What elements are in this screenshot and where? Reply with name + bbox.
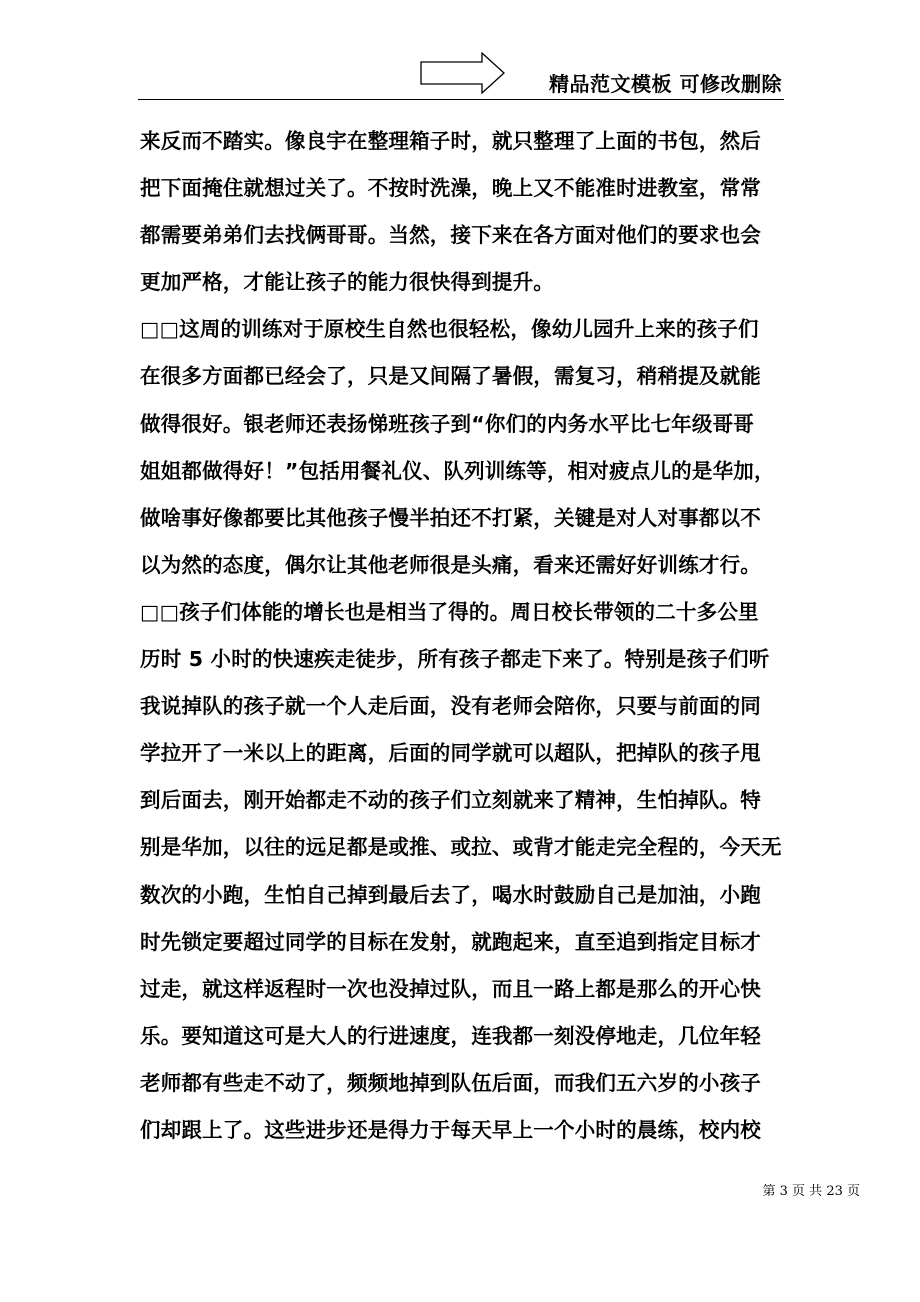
text-line: 老师都有些走不动了，频频地掉到队伍后面，而我们五六岁的小孩子: [140, 1070, 761, 1095]
page-header: [138, 46, 784, 100]
text-line: 做啥事好像都要比其他孩子慢半拍还不打紧，关键是对人对事都以不: [140, 505, 761, 530]
text-line: □□孩子们体能的增长也是相当了得的。周日校长带领的二十多公里: [140, 599, 759, 624]
text-line: 别是华加，以往的远足都是或推、或拉、或背才能走完全程的，今天无: [140, 835, 782, 860]
arrow-right-icon: [420, 52, 506, 94]
header-divider: [138, 99, 784, 100]
text-line: 在很多方面都已经会了，只是又间隔了暑假，需复习，稍稍提及就能: [140, 364, 761, 389]
text-line: 到后面去，刚开始都走不动的孩子们立刻就来了精神，生怕掉队。特: [140, 788, 761, 813]
document-body: [140, 118, 780, 1154]
text-line: 把下面掩住就想过关了。不按时洗澡，晚上又不能准时进教室，常常: [140, 176, 761, 201]
text-line: 做得很好。银老师还表扬悌班孩子到“你们的内务水平比七年级哥哥: [140, 411, 754, 436]
text-line: 更加严格，才能让孩子的能力很快得到提升。: [140, 270, 554, 295]
text-line: 时先锁定要超过同学的目标在发射，就跑起来，直至追到指定目标才: [140, 929, 761, 954]
header-title: 精品范文模板 可修改删除: [549, 72, 782, 96]
text-line: 乐。要知道这可是大人的行进速度，连我都一刻没停地走，几位年轻: [140, 1023, 761, 1048]
text-line: 过走，就这样返程时一次也没掉过队，而且一路上都是那么的开心快: [140, 976, 761, 1001]
text-line: 都需要弟弟们去找俩哥哥。当然，接下来在各方面对他们的要求也会: [140, 223, 761, 248]
page-number: 第 3 页 共 23 页: [762, 1184, 860, 1199]
text-line: 数次的小跑，生怕自己掉到最后去了，喝水时鼓励自己是加油，小跑: [140, 882, 761, 907]
text-line: 学拉开了一米以上的距离，后面的同学就可以超队，把掉队的孩子甩: [140, 741, 761, 766]
text-line: 历时 5 小时的快速疾走徒步，所有孩子都走下来了。特别是孩子们听: [140, 647, 770, 672]
text-line: 姐姐都做得好！”包括用餐礼仪、队列训练等，相对疲点儿的是华加，: [140, 458, 775, 483]
text-line: 以为然的态度，偶尔让其他老师很是头痛，看来还需好好训练才行。: [140, 552, 761, 577]
text-line: 来反而不踏实。像良宇在整理箱子时，就只整理了上面的书包，然后: [140, 129, 761, 153]
text-line: 们却跟上了。这些进步还是得力于每天早上一个小时的晨练，校内校: [140, 1117, 761, 1142]
text-line: 我说掉队的孩子就一个人走后面，没有老师会陪你，只要与前面的同: [140, 694, 761, 719]
text-line: □□这周的训练对于原校生自然也很轻松，像幼儿园升上来的孩子们: [140, 317, 759, 342]
